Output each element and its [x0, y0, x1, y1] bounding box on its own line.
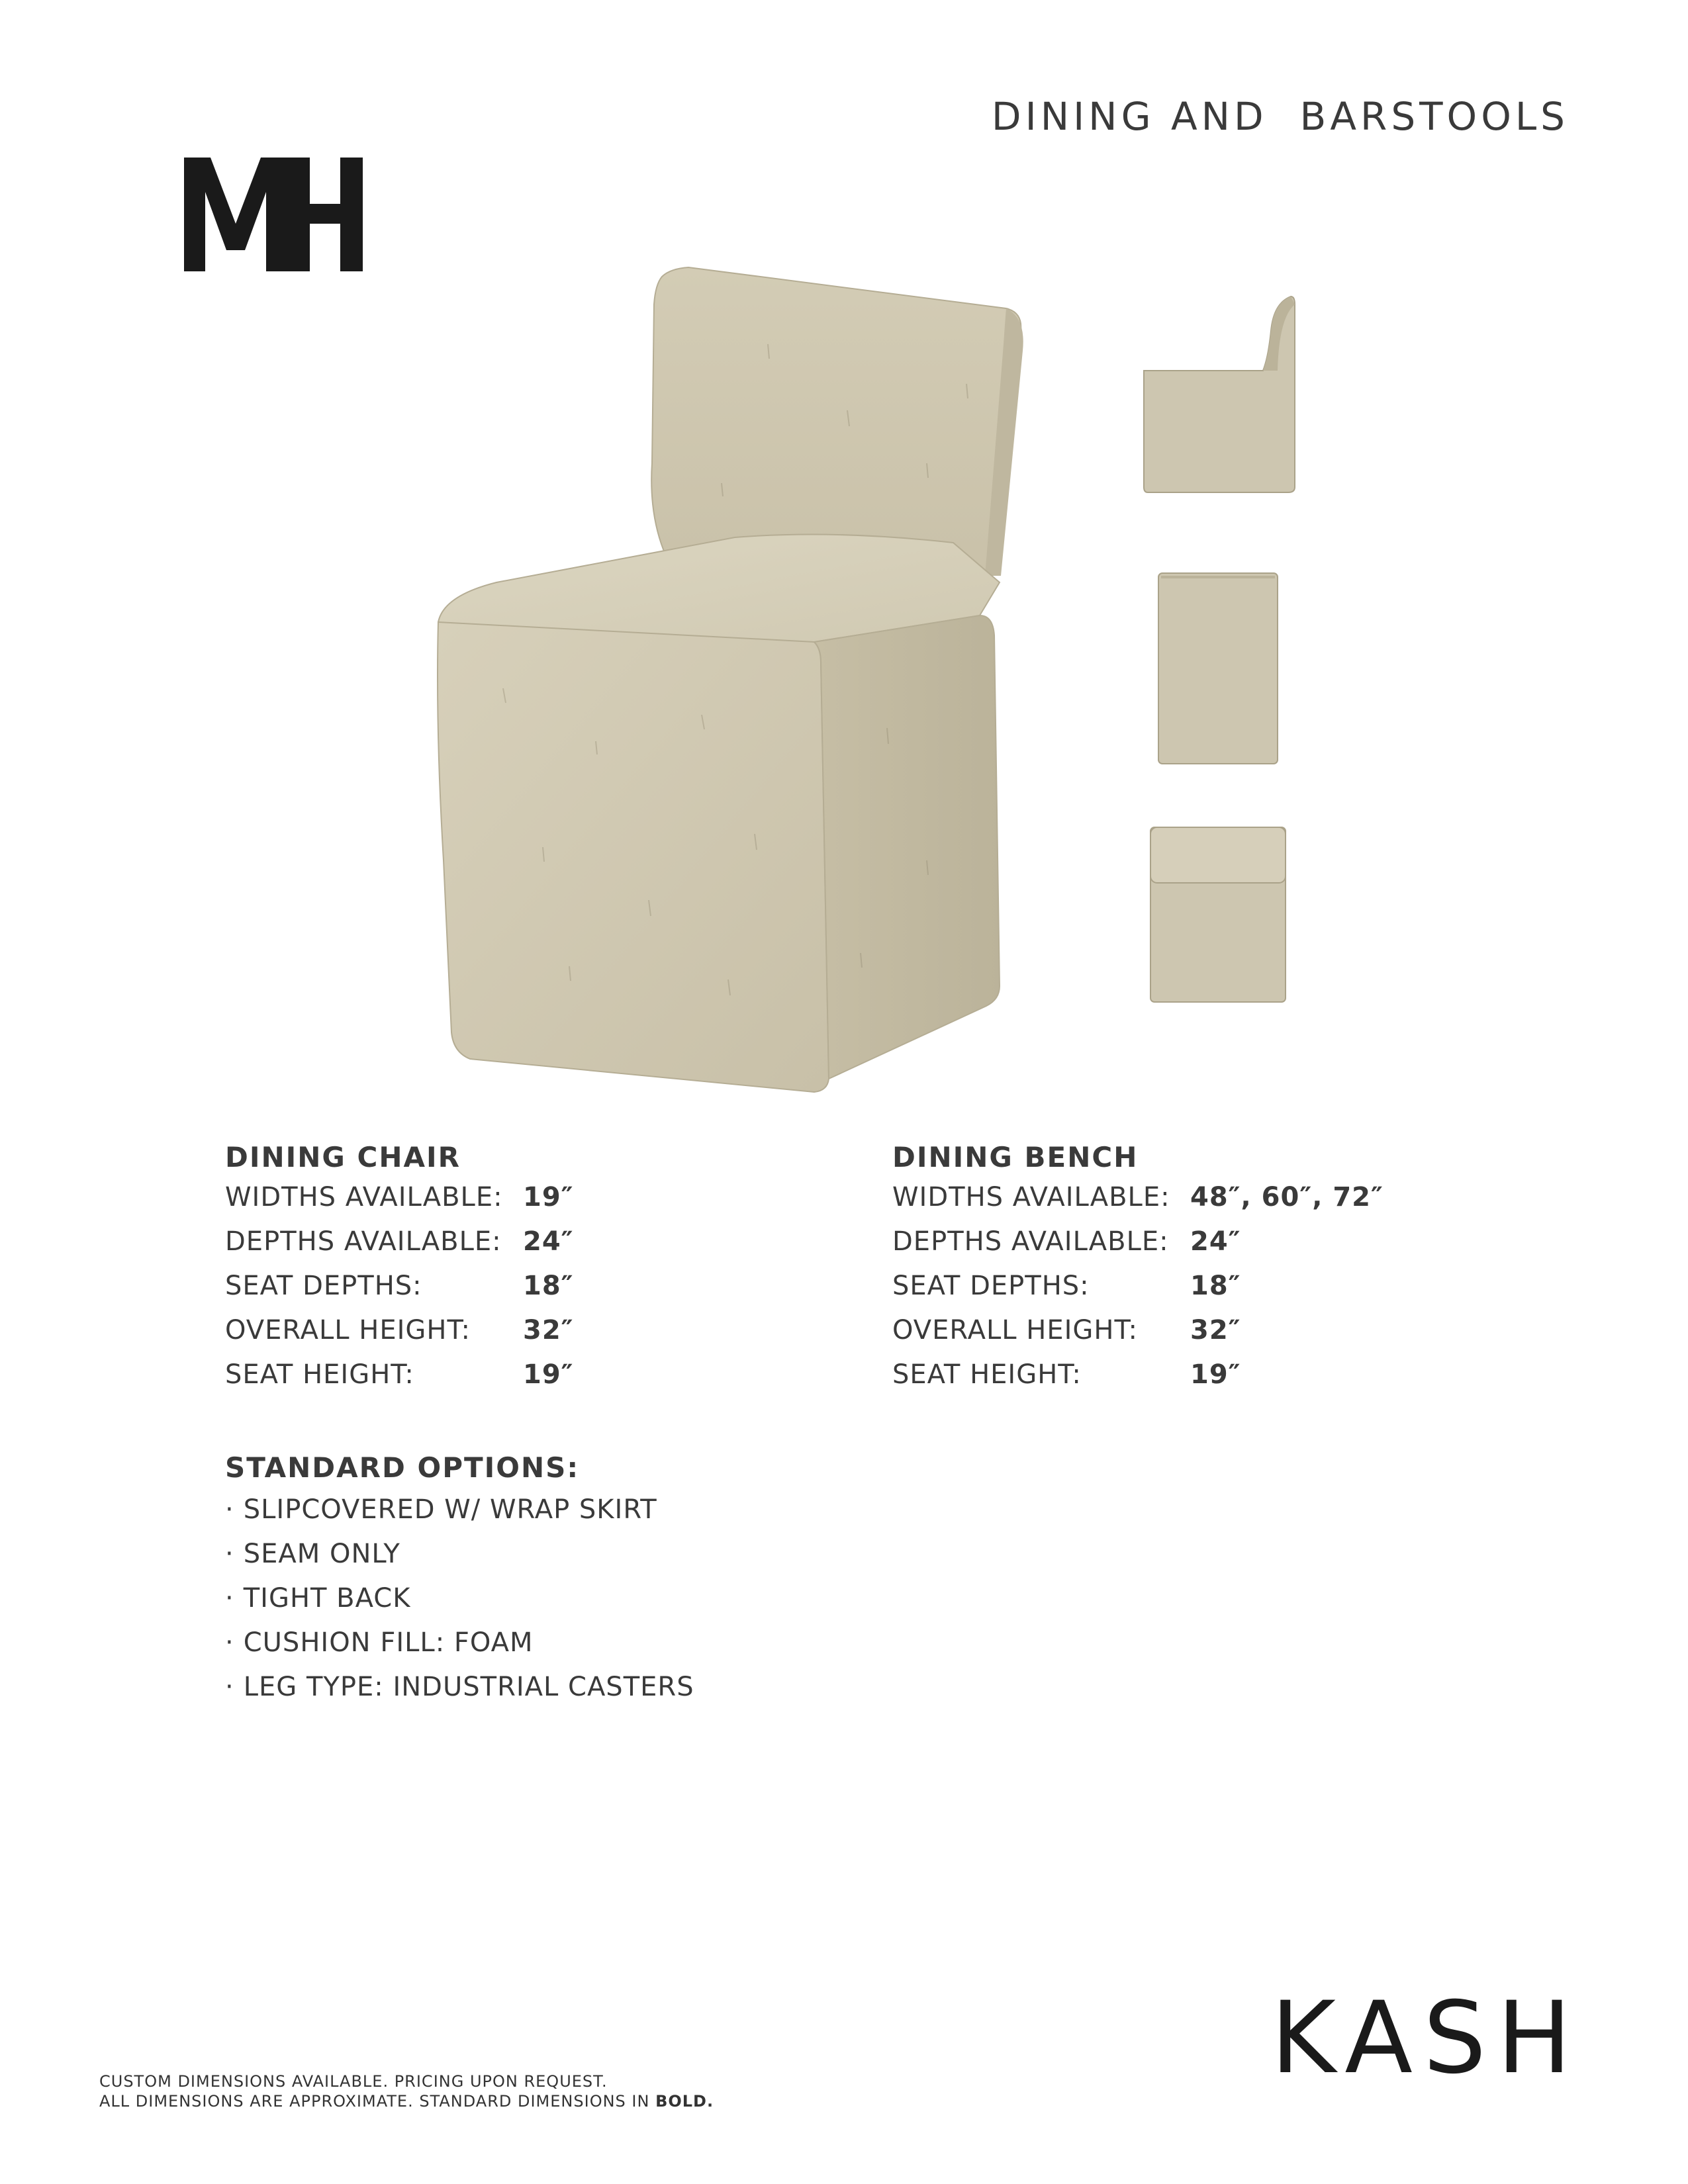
- option-text: SLIPCOVERED W/ WRAP SKIRT: [243, 1494, 657, 1525]
- kash-logo: KASH: [1270, 1981, 1582, 2096]
- spec-value: 24″: [1190, 1226, 1241, 1257]
- spec-value: 48″, 60″, 72″: [1190, 1182, 1383, 1212]
- chair-front-view: [1152, 569, 1284, 768]
- option-item: [225, 1488, 694, 1532]
- spec-value: 32″: [1190, 1315, 1241, 1345]
- spec-label: DEPTHS AVAILABLE:: [225, 1226, 502, 1257]
- bullet: ·: [225, 1494, 234, 1525]
- footer-line-2-bold: BOLD.: [655, 2092, 714, 2111]
- spec-row: [225, 1353, 574, 1397]
- spec-label: SEAT DEPTHS:: [892, 1271, 1090, 1301]
- standard-options: [225, 1448, 694, 1709]
- option-item: [225, 1532, 694, 1576]
- spec-label: OVERALL HEIGHT:: [892, 1315, 1138, 1345]
- dining-chair-specs: [225, 1140, 574, 1397]
- mh-logo: [184, 158, 363, 271]
- dining-bench-specs: [892, 1140, 1383, 1397]
- spec-label: WIDTHS AVAILABLE:: [225, 1182, 503, 1212]
- option-item: [225, 1665, 694, 1709]
- footer-line-2: [99, 2091, 714, 2111]
- footer-line-1: CUSTOM DIMENSIONS AVAILABLE. PRICING UPON REQUEST.: [99, 2072, 608, 2091]
- spec-label: SEAT HEIGHT:: [892, 1359, 1082, 1390]
- option-text: SEAM ONLY: [243, 1539, 400, 1569]
- spec-value: 24″: [523, 1226, 574, 1257]
- spec-value: 19″: [1190, 1359, 1241, 1390]
- bullet: ·: [225, 1672, 234, 1702]
- option-item: [225, 1576, 694, 1621]
- spec-value: 19″: [523, 1359, 574, 1390]
- spec-row: [225, 1308, 574, 1353]
- spec-row: [892, 1220, 1383, 1264]
- mh-logo-m: [184, 158, 287, 271]
- spec-value: 18″: [1190, 1271, 1241, 1301]
- top-view-backrest: [1150, 827, 1286, 883]
- spec-label: SEAT DEPTHS:: [225, 1271, 422, 1301]
- spec-value: 32″: [523, 1315, 574, 1345]
- footer-notes: [99, 2071, 714, 2111]
- dining-chair-photo: [424, 265, 1046, 1099]
- spec-value: 19″: [523, 1182, 574, 1212]
- chair-side-face: [814, 615, 1000, 1079]
- mh-logo-h-right: [340, 158, 363, 271]
- spec-row: [892, 1353, 1383, 1397]
- spec-value: 18″: [523, 1271, 574, 1301]
- spec-label: WIDTHS AVAILABLE:: [892, 1182, 1170, 1212]
- spec-label: SEAT HEIGHT:: [225, 1359, 414, 1390]
- option-text: LEG TYPE: INDUSTRIAL CASTERS: [243, 1672, 694, 1702]
- option-item: [225, 1621, 694, 1665]
- chair-front-face: [438, 622, 829, 1092]
- spec-row: [225, 1264, 574, 1308]
- category-heading: DINING AND BARSTOOLS: [991, 94, 1569, 139]
- front-view-shape: [1158, 573, 1278, 764]
- option-text: TIGHT BACK: [243, 1583, 411, 1614]
- spec-row: [892, 1175, 1383, 1220]
- chair-side-view: [1139, 291, 1297, 496]
- spec-label: DEPTHS AVAILABLE:: [892, 1226, 1169, 1257]
- chair-top-view: [1145, 821, 1291, 1006]
- spec-row: [892, 1308, 1383, 1353]
- dining-chair-title: DINING CHAIR: [225, 1141, 461, 1173]
- spec-label: OVERALL HEIGHT:: [225, 1315, 471, 1345]
- bullet: ·: [225, 1539, 234, 1569]
- standard-options-title: STANDARD OPTIONS:: [225, 1451, 580, 1484]
- spec-row: [225, 1175, 574, 1220]
- dining-bench-title: DINING BENCH: [892, 1141, 1139, 1173]
- spec-row: [892, 1264, 1383, 1308]
- bullet: ·: [225, 1627, 234, 1658]
- footer-line-2-text: ALL DIMENSIONS ARE APPROXIMATE. STANDARD DIMENSIONS IN: [99, 2092, 656, 2111]
- option-text: CUSHION FILL: FOAM: [243, 1627, 534, 1658]
- bullet: ·: [225, 1583, 234, 1614]
- spec-row: [225, 1220, 574, 1264]
